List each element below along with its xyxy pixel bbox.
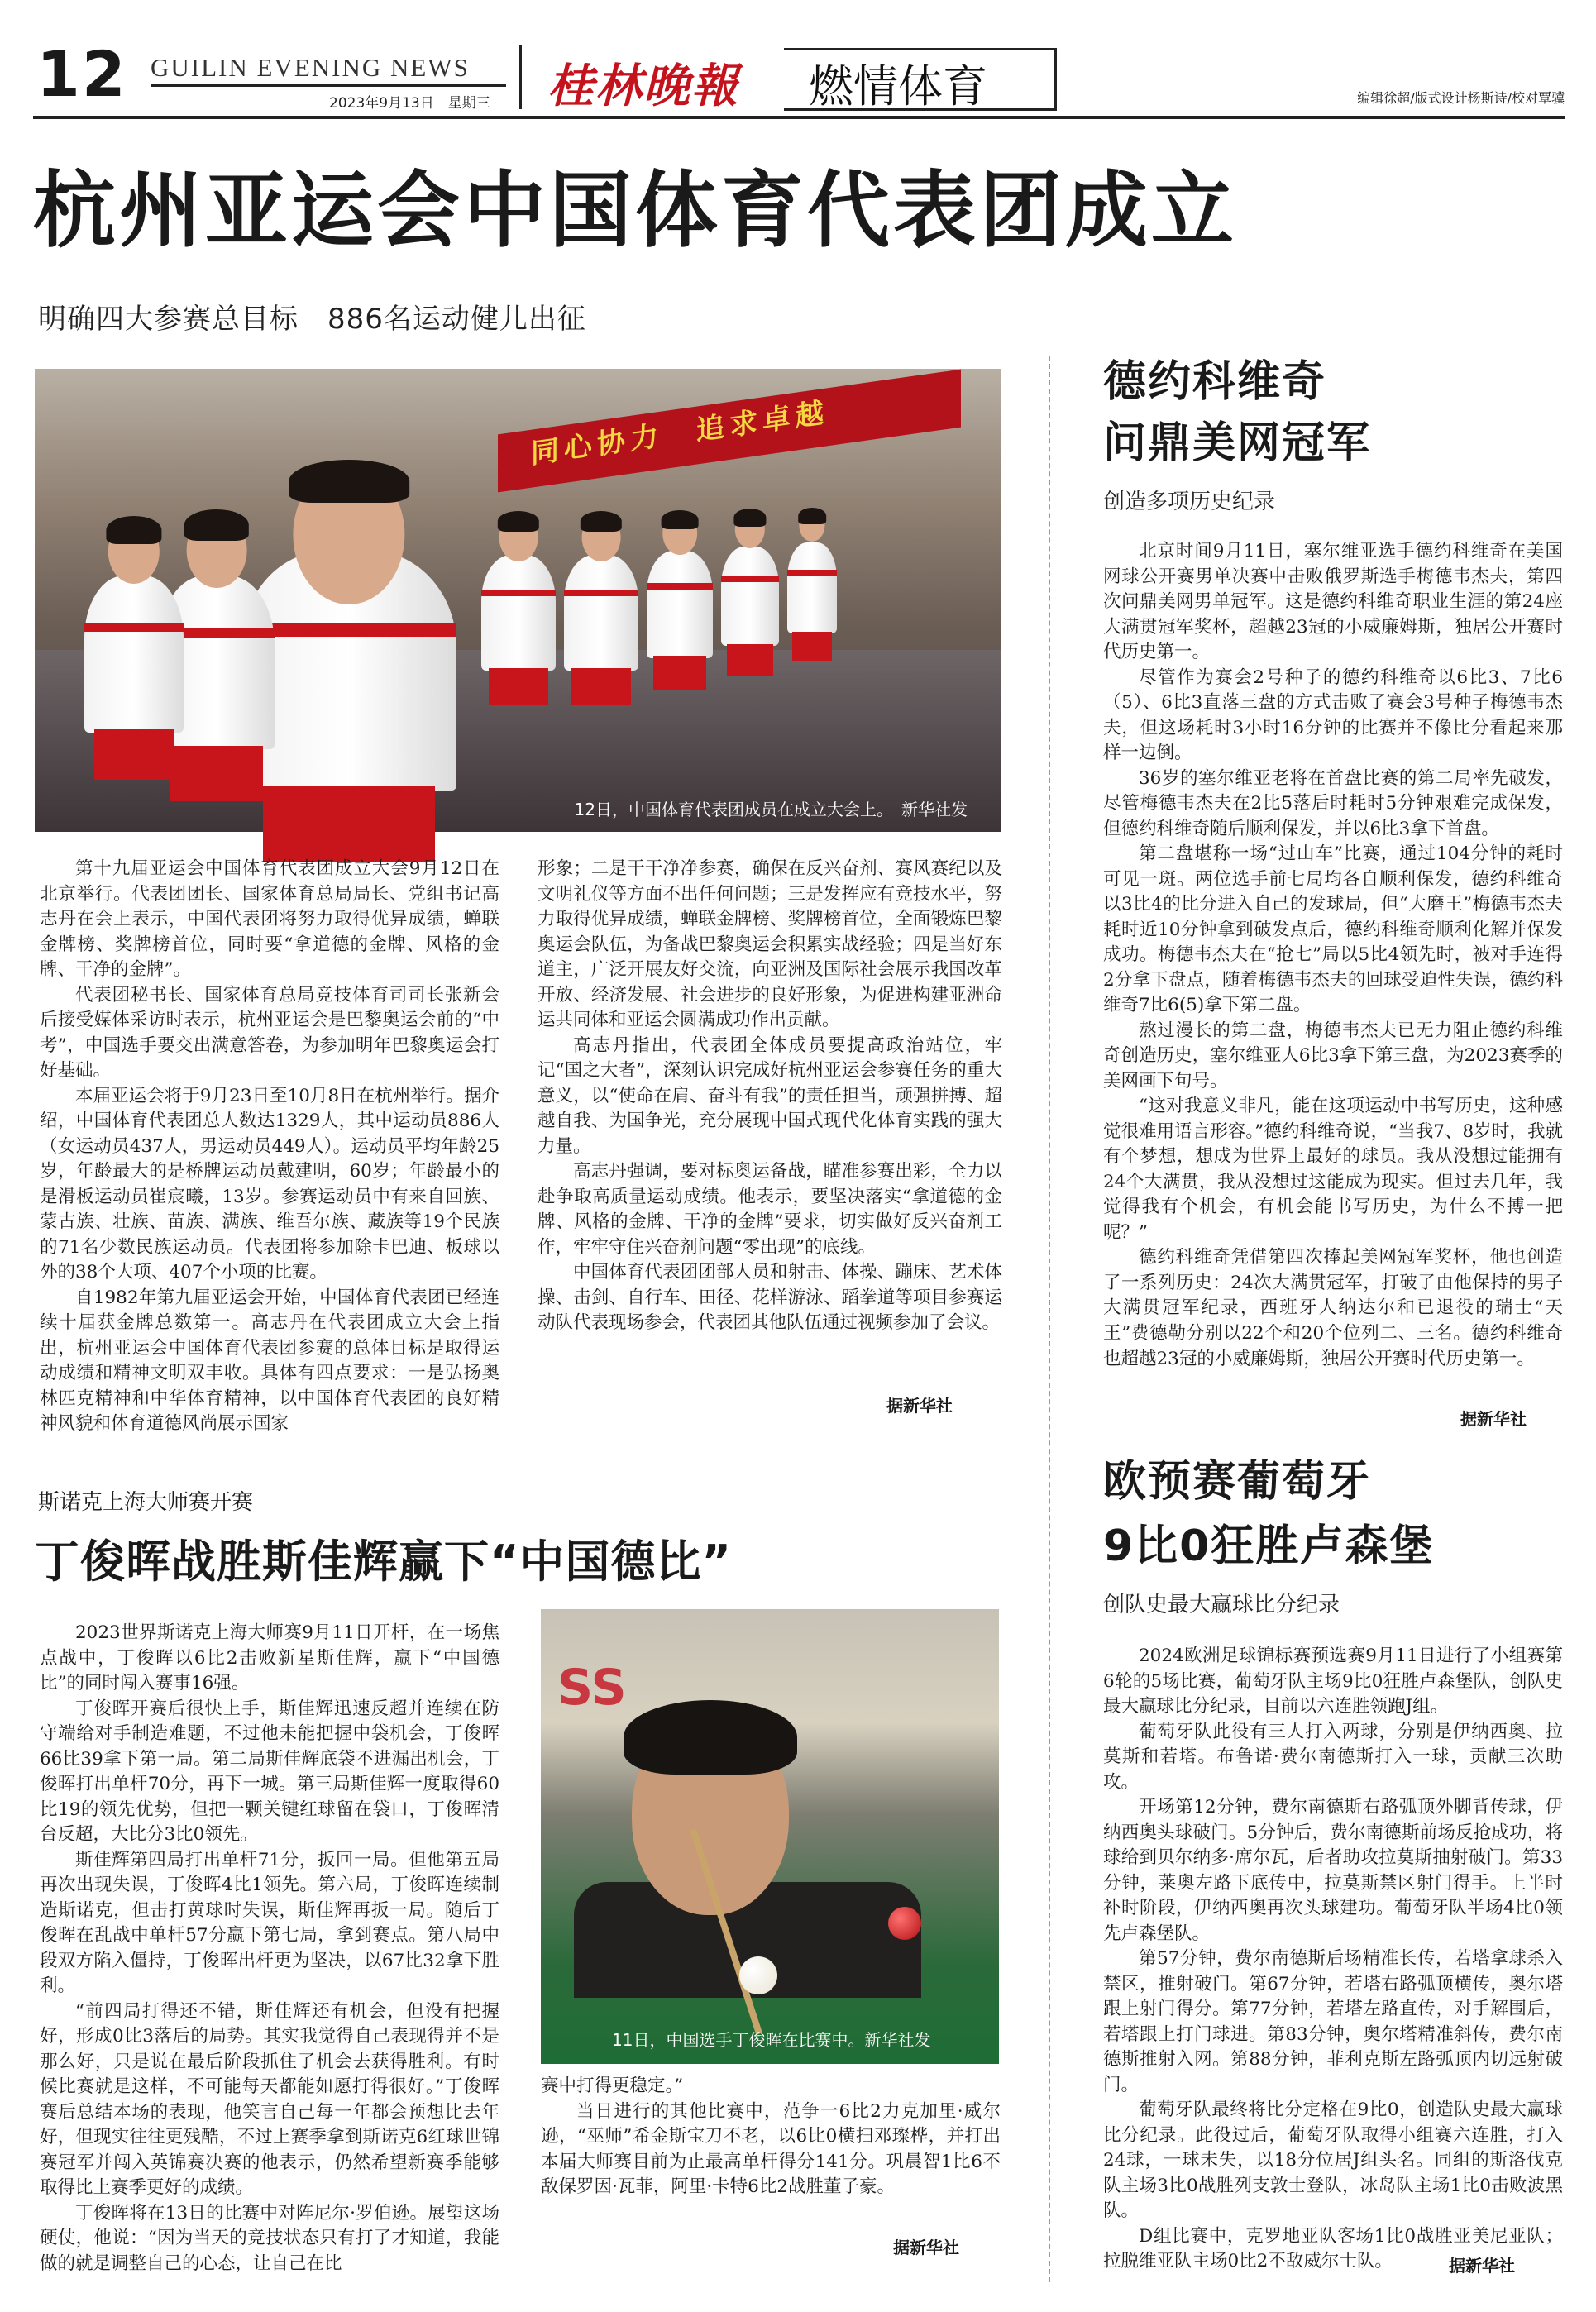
athlete-figure — [84, 576, 184, 733]
paragraph: 德约科维奇凭借第四次捧起美网冠军奖杯，他也创造了一系列历史：24次大满贯冠军，打破了由他保持的男子大满贯冠军纪录，西班牙人纳达尔和已退役的瑞士“天王”费德勒分别以22个和20个位列二、三名。德约科维奇也超越23冠的小威廉姆斯，独居公开赛时代历史第一。 — [1103, 1247, 1563, 1369]
snooker-photo-caption: 11日，中国选手丁俊晖在比赛中。新华社发 — [612, 2030, 931, 2050]
lead-photo-caption: 12日，中国体育代表团成员在成立大会上。 新华社发 — [574, 800, 968, 819]
athlete-figure — [721, 547, 779, 646]
paragraph: 2023世界斯诺克上海大师赛9月11日开杆，在一场焦点战中，丁俊晖以6比2击败新星斯佳辉，赢下“中国德比”的同时闯入赛事16强。 — [40, 1622, 499, 1694]
paragraph: “这对我意义非凡，能在这项运动中书写历史，这种感觉很难用语言形容。”德约科维奇说，“当我7、8岁时，我就有个梦想，想成为世界上最好的球员。我从没想过能拥有24个大满贯，我从没想过这能成为现实。但过去几年，我觉得我有个机会，有机会能书写历史，为什么不搏一把呢？” — [1103, 1096, 1563, 1243]
snooker-source: 据新华社 — [893, 2238, 959, 2257]
paragraph: 自1982年第九届亚运会开始，中国体育代表团已经连续十届获金牌总数第一。高志丹在代表团成立大会上指出，杭州亚运会中国体育代表团参赛的总体目标是取得运动成绩和精神文明双丰收。具体有四点要求：一是弘扬奥林匹克精神和中华体育精神，以中国体育代表团的良好精神风貌和体育道德风尚展示国家 — [40, 1287, 499, 1435]
newspaper-logo — [547, 50, 739, 116]
paragraph: 丁俊晖将在13日的比赛中对阵尼尔·罗伯逊。展望这场硬仗，他说：“因为当天的竞技状态只有打了才知道，我能做的就是调整自己的心态，让自己在比 — [40, 2202, 499, 2274]
header-rule — [33, 116, 1565, 119]
paragraph: 葡萄牙队此役有三人打入两球，分别是伊纳西奥、拉莫斯和若塔。布鲁诺·费尔南德斯打入一球，贡献三次助攻。 — [1103, 1721, 1563, 1793]
lead-headline: 杭州亚运会中国体育代表团成立 — [33, 162, 1237, 259]
issue-date: 2023年9月13日 星期三 — [329, 95, 490, 112]
paragraph: 2024欧洲足球锦标赛预选赛9月11日进行了小组赛第6轮的5场比赛，葡萄牙队主场9比0狂胜卢森堡队，创队史最大赢球比分纪录，目前以六连胜领跑J组。 — [1103, 1646, 1563, 1717]
snooker-headline: 丁俊晖战胜斯佳辉赢下“中国德比” — [35, 1536, 732, 1588]
djokovic-body — [1103, 539, 1563, 1399]
snooker-column-2 — [541, 2074, 1001, 2239]
djokovic-subheadline: 创造多项历史纪录 — [1103, 490, 1276, 514]
cue-ball — [739, 1956, 777, 1994]
djokovic-headline-1: 德约科维奇 — [1103, 357, 1327, 407]
paragraph: 高志丹指出，代表团全体成员要提高政治站位，牢记“国之大者”，深刻认识完成好杭州亚运会参赛任务的重大意义，以“使命在肩、奋斗有我”的责任担当，顽强拼搏、超越自我、为国争光，充分展现中国式现代化体育实践的强大力量。 — [538, 1034, 1002, 1157]
column-divider — [1049, 356, 1050, 2282]
djokovic-source: 据新华社 — [1460, 1409, 1527, 1429]
paragraph: 葡萄牙队最终将比分定格在9比0，创造队史最大赢球比分纪录。此役过后，葡萄牙队取得小组赛六连胜，打入24球，一球未失，以18分位居J组头名。同组的斯洛伐克队主场3比0战胜列支敦士登队，冰岛队主场1比0击败波黑队。 — [1103, 2099, 1563, 2222]
snooker-kicker: 斯诺克上海大师赛开赛 — [38, 1490, 254, 1515]
paragraph: 本届亚运会将于9月23日至10月8日在杭州举行。据介绍，中国体育代表团总人数达1329人，其中运动员886人（女运动员437人，男运动员449人）。运动员平均年龄25岁，年龄最大的是桥牌运动员戴建明，60岁；年龄最小的是滑板运动员崔宸曦，13岁。参赛运动员中有来自回族、蒙古族、壮族、苗族、满族、维吾尔族、藏族等19个民族的71名少数民族运动员。代表团将参加除卡巴迪、板球以外的38个大项、407个小项的比赛。 — [40, 1085, 499, 1283]
paragraph: 形象；二是干干净净参赛，确保在反兴奋剂、赛风赛纪以及文明礼仪等方面不出任何问题；三是发挥应有竞技水平，努力取得优异成绩，蝉联金牌榜、奖牌榜首位，全面锻炼巴黎奥运会队伍，为备战巴黎奥运会积累实战经验；四是当好东道主，广泛开展友好交流，向亚洲及国际社会展示我国改革开放、经济发展、社会进步的良好形象，为促进构建亚洲命运共同体和亚运会圆满成功作出贡献。 — [538, 858, 1002, 1031]
red-ball — [888, 1907, 921, 1940]
paragraph: “前四局打得还不错，斯佳辉还有机会，但没有把握好，形成0比3落后的局势。其实我觉得自己表现得并不是那么好，只是说在最后阶段抓住了机会去获得胜利。有时候比赛就是这样，不可能每天都能如愿打得很好。”丁俊晖赛后总结本场的表现，他笑言自己每一年都会预想比去年好，但现实往往更残酷，不过上赛季拿到斯诺克6红球世锦赛冠军并闯入英锦赛决赛的他表示，仍然希望新赛季能够取得比上赛季更好的成绩。 — [40, 2000, 499, 2199]
paragraph: 北京时间9月11日，塞尔维亚选手德约科维奇在美国网球公开赛男单决赛中击败俄罗斯选手梅德韦杰夫，第四次问鼎美网男单冠军。这是德约科维奇职业生涯的第24座大满贯冠军奖杯，超越23冠的小威廉姆斯，独居公开赛时代历史第一。 — [1103, 541, 1563, 663]
lead-subheadline: 明确四大参赛总目标 886名运动健儿出征 — [38, 303, 586, 336]
portugal-headline-1: 欧预赛葡萄牙 — [1103, 1457, 1372, 1507]
paragraph: 高志丹强调，要对标奥运备战，瞄准参赛出彩，全力以赴争取高质量运动成绩。他表示，要坚决落实“拿道德的金牌、风格的金牌、干净的金牌”要求，切实做好反兴奋剂工作，牢牢守住兴奋剂问题“零出现”的底线。 — [538, 1161, 1002, 1258]
banner-text: 同心协力 追求卓越 — [531, 395, 829, 471]
portugal-source: 据新华社 — [1449, 2256, 1515, 2276]
paragraph: 尽管作为赛会2号种子的德约科维奇以6比3、7比6（5）、6比3直落三盘的方式击败了赛会3号种子梅德韦杰夫，但这场耗时3小时16分钟的比赛并不像比分看起来那样一边倒。 — [1103, 666, 1563, 764]
sponsor-letters: SS — [557, 1659, 627, 1717]
paragraph: 第十九届亚运会中国体育代表团成立大会9月12日在北京举行。代表团团长、国家体育总局局长、党组书记高志丹在会上表示，中国代表团将努力取得优异成绩，蝉联金牌榜、奖牌榜首位，同时要“拿道德的金牌、风格的金牌、干净的金牌”。 — [40, 858, 499, 981]
djokovic-headline-2: 问鼎美网冠军 — [1103, 418, 1372, 468]
paragraph: 中国体育代表团团部人员和射击、体操、蹦床、艺术体操、击剑、自行车、田径、花样游泳、蹈拳道等项目参赛运动队代表现场参会，代表团其他队伍通过视频参加了会议。 — [538, 1262, 1002, 1334]
paragraph: 熬过漫长的第二盘，梅德韦杰夫已无力阻止德约科维奇创造历史，塞尔维亚人6比3拿下第三盘，为2023赛季的美网画下句号。 — [1103, 1020, 1563, 1092]
masthead-divider — [519, 45, 522, 109]
snooker-column-1 — [40, 1621, 499, 2282]
paragraph: 斯佳辉第四局打出单杆71分，扳回一局。但他第五局再次出现失误，丁俊晖4比1领先。第六局，丁俊晖连续制造斯诺克，但击打黄球时失误，斯佳辉再扳一局。随后丁俊晖在乱战中单杆57分赢下第七局，拿到赛点。第八局中段双方陷入僵持，丁俊晖出杆更为坚决，以67比32拿下胜利。 — [40, 1849, 499, 1997]
page-number: 12 — [36, 37, 127, 111]
athlete-figure — [647, 551, 713, 658]
lead-column-1 — [40, 857, 499, 1444]
athlete-figure — [564, 555, 638, 671]
lead-photo[interactable] — [35, 369, 1001, 832]
paragraph: 代表团秘书长、国家体育总局竞技体育司司长张新会后接受媒体采访时表示，杭州亚运会是巴黎奥运会前的“中考”，中国选手要交出满意答卷，为参加明年巴黎奥运会打好基础。 — [40, 984, 499, 1082]
masthead-rule — [151, 84, 506, 87]
snooker-photo[interactable] — [541, 1609, 999, 2064]
athlete-figure — [481, 555, 556, 671]
paragraph: 36岁的塞尔维亚老将在首盘比赛的第二局率先破发，尽管梅德韦杰夫在2比5落后时耗时5分钟艰难完成保发，但德约科维奇随后顺利保发，并以6比3拿下首盘。 — [1103, 767, 1563, 839]
section-title: 燃情体育 — [809, 60, 987, 112]
paragraph: D组比赛中，克罗地亚队客场1比0战胜亚美尼亚队；拉脱维亚队主场0比2不敌威尔士队。 — [1103, 2225, 1563, 2272]
paragraph: 开场第12分钟，费尔南德斯右路弧顶外脚背传球，伊纳西奥头球破门。5分钟后，费尔南德斯前场反抢成功，将球给到贝尔纳多·席尔瓦，后者助攻拉莫斯抽射破门。第33分钟，莱奥左路下底传中，拉莫斯禁区射门得手。上半时补时阶段，伊纳西奥再次头球建功。葡萄牙队半场4比0领先卢森堡队。 — [1103, 1797, 1563, 1944]
editor-credits: 编辑徐超/版式设计杨斯诗/校对覃骥 — [1357, 90, 1565, 106]
player-hair — [624, 1700, 797, 1775]
portugal-headline-2: 9比0狂胜卢森堡 — [1103, 1521, 1435, 1571]
paragraph: 赛中打得更稳定。” — [541, 2076, 684, 2096]
lead-column-2 — [538, 857, 1002, 1386]
portugal-subheadline: 创队史最大赢球比分纪录 — [1103, 1593, 1340, 1617]
paper-english-name: GUILIN EVENING NEWS — [151, 53, 470, 82]
paragraph: 第二盘堪称一场“过山车”比赛，通过104分钟的耗时可见一斑。两位选手前七局均各自顺利保发，德约科维奇以3比4的比分进入自己的发球局，但“大磨王”梅德韦杰夫耗时近10分钟拿到破发点后，德约科维奇顺利化解并保发成功。梅德韦杰夫在“抢七”局以5比4领先时，被对手连得2分拿下盘点，随着梅德韦杰夫的回球受迫性失误，德约科维奇7比6(5)拿下第二盘。 — [1103, 843, 1563, 1016]
paragraph: 当日进行的其他比赛中，范争一6比2力克加里·威尔逊，“巫师”希金斯宝刀不老，以6比0横扫邓璨桦，并打出本届大师赛目前为止最高单杆得分141分。巩晨智1比6不敌保罗因·瓦菲，阿里·卡特6比2战胜董子豪。 — [541, 2100, 1001, 2198]
logo-text: 桂林晚報 — [547, 59, 739, 113]
paragraph: 第57分钟，费尔南德斯后场精准长传，若塔拿球杀入禁区，推射破门。第67分钟，若塔右路弧顶横传，奥尔塔跟上射门得分。第77分钟，若塔左路直传，对手解围后，若塔跟上打门球进。第83分钟，奥尔塔精准斜传，费尔南德斯推射入网。第88分钟，菲利克斯左路弧顶内切远射破门。 — [1103, 1948, 1563, 2095]
lead-source: 据新华社 — [886, 1396, 953, 1416]
athlete-figure — [787, 542, 837, 633]
paragraph: 丁俊晖开赛后很快上手，斯佳辉迅速反超并连续在防守端给对手制造难题，不过他未能把握中袋机会，丁俊晖66比39拿下第一局。第二局斯佳辉底袋不进漏出机会，丁俊晖打出单杆70分，再下一城。第三局斯佳辉一度取得60比19的领先优势，但把一颗关键红球留在袋口，丁俊晖清台反超，大比分3比0领先。 — [40, 1698, 499, 1846]
